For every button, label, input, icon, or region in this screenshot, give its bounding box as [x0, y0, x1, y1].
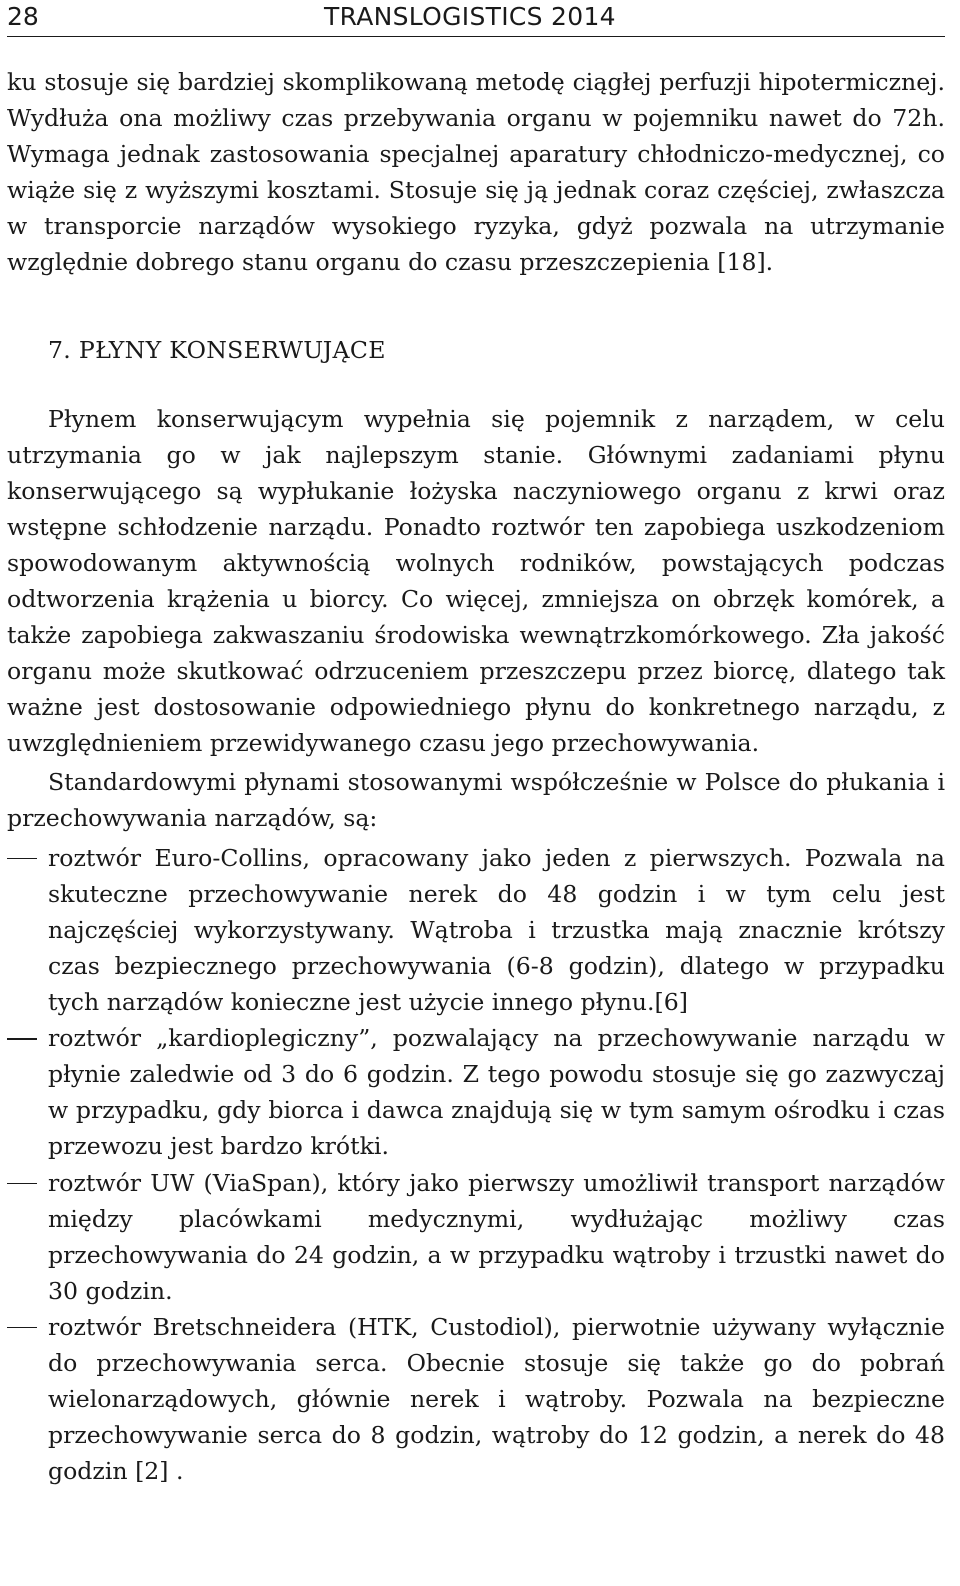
running-title: TRANSLOGISTICS 2014 — [324, 2, 616, 31]
paragraph-intro: ku stosuje się bardziej skomplikowaną metodę ciągłej perfuzji hipotermicznej. Wydłuża ona możliwy czas przebywania organu w pojemniku nawet do 72h. Wymaga jednak zastosowania specjalnej aparatury chłodniczo-medycznej, co wiąże się z wyższymi kosztami. Stosuje się ją jednak coraz częściej, zwłaszcza w transporcie narządów wysokiego ryzyka, gdyż pozwala na utrzymanie względnie dobrego stanu organu do czasu przeszczepienia [18]. — [7, 68, 945, 277]
list-item — [7, 1165, 945, 1309]
list-item-text: roztwór Euro-Collins, opracowany jako jeden z pierwszych. Pozwala na skuteczne przechowywanie nerek do 48 godzin i w tym celu jest najczęściej wykorzystywany. Wątroba i trzustka mają znacznie krótszy czas bezpiecznego przechowywania (6-8 godzin), dlatego w przypadku tych narządów konieczne jest użycie innego płynu.[6] — [48, 843, 945, 1017]
list-item — [7, 1020, 945, 1164]
em-dash-marker — [7, 1038, 37, 1039]
paragraph-standard: Standardowymi płynami stosowanymi współcześnie w Polsce do płukania i przechowywania narządów, są: — [7, 767, 945, 832]
page-number: 28 — [7, 2, 39, 31]
section-heading: 7. PŁYNY KONSERWUJĄCE — [48, 335, 386, 364]
solutions-list — [7, 840, 945, 1490]
list-item-text: roztwór UW (ViaSpan), który jako pierwszy umożliwił transport narządów między placówkami medycznymi, wydłużając możliwy czas przechowywania do 24 godzin, a w przypadku wątroby i trzustki nawet do 30 godzin. — [48, 1168, 945, 1305]
list-item — [7, 840, 945, 1020]
list-item-text: roztwór Bretschneidera (HTK, Custodiol), pierwotnie używany wyłącznie do przechowywania serca. Obecnie stosuje się także go do pobrań wielonarządowych, głównie nerek i wątroby. Pozwala na bezpieczne przechowywanie serca do 8 godzin, wątroby do 12 godzin, a nerek do 48 godzin [2] . — [48, 1312, 945, 1486]
list-item — [7, 1309, 945, 1489]
page-header — [7, 0, 945, 37]
em-dash-marker — [7, 1327, 37, 1328]
em-dash-marker — [7, 1183, 37, 1184]
document-page — [7, 0, 945, 1489]
paragraph-fluids: Płynem konserwującym wypełnia się pojemnik z narządem, w celu utrzymania go w jak najlepszym stanie. Głównymi zadaniami płynu konserwującego są wypłukanie łożyska naczyniowego organu z krwi oraz wstępne schłodzenie narządu. Ponadto roztwór ten zapobiega uszkodzeniom spowodowanym aktywnością wolnych rodników, powstających podczas odtworzenia krążenia u biorcy. Co więcej, zmniejsza on obrzęk komórek, a także zapobiega zakwaszaniu środowiska wewnątrzkomórkowego. Zła jakość organu może skutkować odrzuceniem przeszczepu przez biorcę, dlatego tak ważne jest dostosowanie odpowiedniego płynu do konkretnego narządu, z uwzględnieniem przewidywanego czasu jego przechowywania. — [7, 404, 945, 758]
list-item-text: roztwór „kardioplegiczny”, pozwalający na przechowywanie narządu w płynie zaledwie od 3 do 6 godzin. Z tego powodu stosuje się go zazwyczaj w przypadku, gdy biorca i dawca znajdują się w tym samym ośrodku i czas przewozu jest bardzo krótki. — [48, 1024, 945, 1161]
em-dash-marker — [7, 858, 37, 859]
